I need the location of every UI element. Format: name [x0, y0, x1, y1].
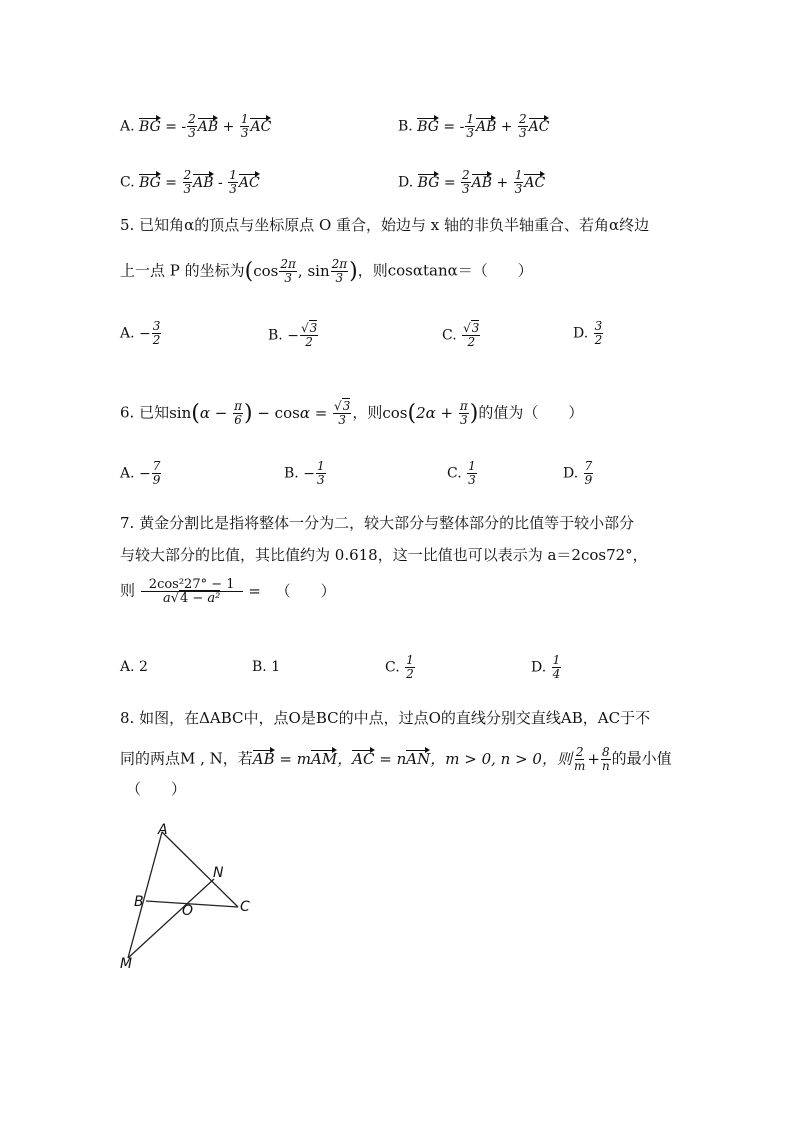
label-n: N	[213, 865, 224, 881]
q5-stem-line1: 5. 已知角α的顶点与坐标原点 O 重合，始边与 x 轴的非负半轴重合、若角α终边	[120, 216, 650, 234]
q5-point-coords: (cos $\frac{2\pi}{3}$ , sin $\frac{2\pi}{3}$ )	[244, 257, 358, 285]
label-a: A	[158, 822, 168, 838]
q4-option-c-expr: BG = $\frac{2}{3}$ AB - $\frac{1}{3}$ AC	[139, 168, 260, 196]
q6-stem: 6. 已知sin(α − $\frac{\pi}{6}$ ) − cosα = $\frac{√3}{3}$ ，则cos(2α + $\frac{\pi}{3}$ )的值为（ ）	[120, 399, 584, 427]
line-ac	[162, 832, 238, 907]
label-m: M	[120, 956, 133, 972]
q4-option-b-expr: BG = - $\frac{1}{3}$ AB + $\frac{2}{3}$ AC	[417, 112, 550, 140]
q7-option-c[interactable]: C. $\frac{1}{2}$	[385, 653, 414, 681]
label-o: O	[182, 903, 194, 919]
q8-answer-blank: （ ）	[126, 780, 187, 798]
q4-option-d[interactable]: D. BG = $\frac{2}{3}$ AB + $\frac{1}{3}$ AC	[398, 168, 546, 196]
q4-option-b[interactable]: B. BG = - $\frac{1}{3}$ AB + $\frac{2}{3}$ AC	[398, 112, 550, 140]
q5-option-d[interactable]: D. $\frac{3}{2}$	[573, 319, 603, 347]
q5-option-a[interactable]: A. − $\frac{3}{2}$	[120, 319, 161, 347]
line-mn	[128, 879, 214, 958]
q6-option-a[interactable]: A. − $\frac{7}{9}$	[120, 459, 161, 487]
q6-option-d[interactable]: D. $\frac{7}{9}$	[563, 459, 593, 487]
q6-option-c[interactable]: C. $\frac{1}{3}$	[447, 459, 476, 487]
q6-target-expr: cos(2α + $\frac{\pi}{3}$ )	[382, 399, 479, 427]
q7-option-b[interactable]: B. 1	[252, 659, 281, 675]
q5-stem-line2: 上一点 P 的坐标为(cos $\frac{2\pi}{3}$ , sin $\frac{2\pi}{3}$ )，则cosαtanα＝（ ）	[120, 257, 533, 285]
q4-option-c[interactable]: C. BG = $\frac{2}{3}$ AB - $\frac{1}{3}$ AC	[120, 168, 260, 196]
q7-stem-line1: 7. 黄金分割比是指将整体一分为二，较大部分与整体部分的比值等于较小部分	[120, 514, 635, 532]
label-b: B	[134, 894, 144, 910]
q4-option-a[interactable]: A. BG = - $\frac{2}{3}$ AB + $\frac{1}{3}$ AC	[120, 112, 272, 140]
q7-expression: $\frac{\text{2cos²27° − 1}}{\text{a√4 − a²}}$ =	[140, 582, 261, 600]
q6-given-equation: sin(α − $\frac{\pi}{6}$ ) − cosα = $\frac{√3}{3}$	[169, 399, 351, 427]
q8-stem-line2: 同的两点M , N，若AB = mAM，AC = nAN，m > 0, n > 0，则 $\frac{2}{m}$ + $\frac{8}{n}$ 的最小值	[120, 745, 672, 773]
q7-stem-line3: 则 $\frac{\text{2cos²27° − 1}}{\text{a√4 − a²}}$ = （ ）	[120, 577, 336, 606]
q4-option-a-expr: BG = - $\frac{2}{3}$ AB + $\frac{1}{3}$ AC	[139, 112, 272, 140]
q7-stem-line2: 与较大部分的比值，其比值约为 0.618，这一比值也可以表示为 a＝2cos72°，	[120, 546, 648, 564]
q7-option-a[interactable]: A. 2	[120, 659, 148, 675]
q5-option-b[interactable]: B. − $\frac{√3}{2}$	[268, 321, 318, 349]
q5-option-c[interactable]: C. $\frac{√3}{2}$	[442, 321, 480, 349]
q4-option-d-expr: BG = $\frac{2}{3}$ AB + $\frac{1}{3}$ AC	[417, 168, 546, 196]
q8-stem-line1: 8. 如图，在ΔABC中，点O是BC的中点，过点O的直线分别交直线AB，AC于不	[120, 709, 651, 727]
label-c: C	[240, 899, 250, 915]
q8-conditions: AB = mAM，AC = nAN，m > 0, n > 0，则 $\frac{2}{m}$ + $\frac{8}{n}$	[252, 745, 610, 773]
q8-triangle-figure	[110, 820, 270, 975]
q6-option-b[interactable]: B. − $\frac{1}{3}$	[284, 459, 325, 487]
q7-option-d[interactable]: D. $\frac{1}{4}$	[531, 653, 561, 681]
